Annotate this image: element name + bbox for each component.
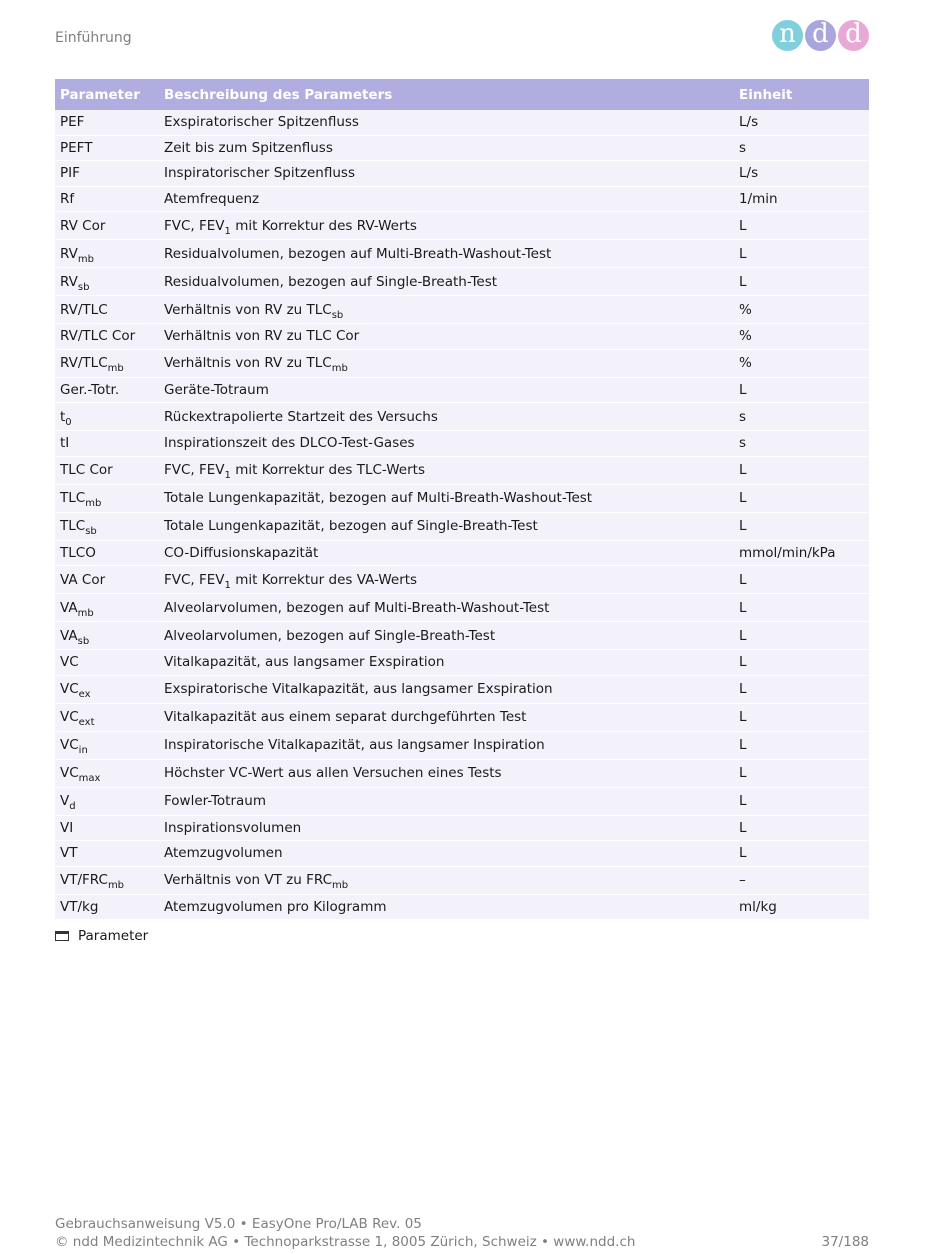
description-cell	[159, 484, 734, 512]
cell-text: Verhältnis von RV zu TLC	[164, 301, 332, 318]
description-cell	[159, 731, 734, 759]
cell-text: RV/TLC	[60, 301, 108, 318]
cell-text: L	[739, 845, 747, 862]
cell-text: FVC, FEV	[164, 462, 225, 478]
subscript: sb	[85, 526, 97, 537]
parameter-cell	[55, 703, 159, 731]
cell-text: VC	[60, 681, 79, 697]
subscript: max	[78, 773, 101, 784]
unit-cell	[734, 484, 869, 512]
parameter-cell	[55, 161, 159, 187]
footer-company-info: © ndd Medizintechnik AG • Technoparkstrasse 1, 8005 Zürich, Schweiz • www.ndd.ch	[55, 1234, 636, 1250]
cell-text: L	[739, 245, 747, 262]
cell-text: V	[60, 793, 70, 809]
cell-text: L	[739, 273, 747, 290]
cell-text: L	[739, 709, 747, 725]
cell-text: RV	[60, 245, 78, 262]
cell-text: L/s	[739, 114, 759, 131]
unit-cell	[734, 377, 869, 403]
subscript: mb	[85, 498, 102, 509]
cell-text: Residualvolumen, bezogen auf Multi-Breath-Washout-Test	[164, 245, 552, 262]
cell-text: L	[739, 819, 747, 836]
parameter-cell	[55, 349, 159, 377]
caption-text: Parameter	[78, 928, 149, 944]
description-cell	[159, 110, 734, 135]
cell-text: FVC, FEV	[164, 571, 225, 588]
cell-text: Totale Lungenkapazität, bezogen auf Multi-Breath-Washout-Test	[164, 490, 593, 506]
unit-cell	[734, 324, 869, 350]
cell-text: 1/min	[739, 190, 778, 207]
unit-cell	[734, 349, 869, 377]
parameter-cell	[55, 240, 159, 268]
cell-text: Ger.-Totr.	[60, 381, 120, 398]
cell-text: VC	[60, 709, 79, 725]
table-row	[55, 135, 869, 161]
parameter-cell	[55, 759, 159, 787]
description-cell	[159, 841, 734, 867]
cell-text: L	[739, 654, 747, 671]
column-header-parameter: Parameter	[55, 79, 159, 110]
parameter-cell	[55, 212, 159, 240]
page-footer	[55, 1215, 869, 1251]
logo-letter-d2: d	[838, 20, 869, 51]
description-cell	[159, 135, 734, 161]
parameter-cell	[55, 815, 159, 841]
cell-text: RV	[60, 273, 78, 290]
subscript: 1	[224, 225, 231, 237]
cell-text: VA	[60, 599, 78, 616]
parameter-cell	[55, 594, 159, 622]
unit-cell	[734, 186, 869, 212]
description-cell	[159, 268, 734, 296]
table-row	[55, 594, 869, 622]
cell-text: Rf	[60, 190, 75, 207]
cell-text: CO-Diffusionskapazität	[164, 544, 319, 561]
table-row	[55, 212, 869, 240]
description-cell	[159, 186, 734, 212]
description-cell	[159, 759, 734, 787]
cell-text: Inspiratorische Vitalkapazität, aus langsamer Inspiration	[164, 737, 545, 753]
cell-text: L	[739, 462, 747, 478]
description-cell	[159, 675, 734, 703]
footer-document-info: Gebrauchsanweisung V5.0 • EasyOne Pro/LAB Rev. 05	[55, 1216, 422, 1232]
cell-text: Inspirationszeit des DLCO-Test-Gases	[164, 435, 415, 452]
description-cell	[159, 894, 734, 920]
cell-text: VI	[60, 819, 74, 836]
cell-text: Vitalkapazität aus einem separat durchgeführten Test	[164, 709, 527, 725]
cell-text: VT	[60, 845, 78, 862]
cell-text: Inspirationsvolumen	[164, 819, 302, 836]
cell-text: L	[739, 681, 747, 697]
subscript: mb	[331, 363, 348, 374]
cell-text: tI	[60, 435, 70, 452]
description-cell	[159, 787, 734, 815]
parameter-cell	[55, 296, 159, 324]
unit-cell	[734, 161, 869, 187]
table-row	[55, 296, 869, 324]
table-row	[55, 622, 869, 650]
parameter-cell	[55, 650, 159, 676]
parameter-cell	[55, 186, 159, 212]
description-cell	[159, 650, 734, 676]
unit-cell	[734, 894, 869, 920]
description-cell	[159, 403, 734, 431]
parameter-cell	[55, 456, 159, 484]
unit-cell	[734, 815, 869, 841]
table-row	[55, 787, 869, 815]
description-cell	[159, 324, 734, 350]
parameter-cell	[55, 110, 159, 135]
parameter-cell	[55, 841, 159, 867]
cell-text: Residualvolumen, bezogen auf Single-Breath-Test	[164, 273, 498, 290]
parameter-cell	[55, 268, 159, 296]
unit-cell	[734, 403, 869, 431]
description-cell	[159, 512, 734, 540]
cell-text: L	[739, 518, 747, 534]
unit-cell	[734, 594, 869, 622]
table-row	[55, 431, 869, 457]
cell-text: Exspiratorische Vitalkapazität, aus langsamer Exspiration	[164, 681, 553, 697]
cell-text: Alveolarvolumen, bezogen auf Multi-Breath-Washout-Test	[164, 599, 550, 616]
unit-cell	[734, 650, 869, 676]
cell-text: TLCO	[60, 544, 96, 561]
cell-text: Atemzugvolumen	[164, 845, 283, 862]
table-row	[55, 675, 869, 703]
description-cell	[159, 377, 734, 403]
table-row	[55, 703, 869, 731]
table-row	[55, 403, 869, 431]
cell-text: mit Korrektur des RV-Werts	[230, 217, 417, 234]
cell-text: –	[739, 872, 746, 888]
table-row	[55, 484, 869, 512]
column-header-unit: Einheit	[734, 79, 869, 110]
table-row	[55, 866, 869, 894]
cell-text: %	[739, 355, 752, 371]
table-header-row	[55, 79, 869, 110]
parameter-cell	[55, 787, 159, 815]
parameter-cell	[55, 135, 159, 161]
table-caption	[55, 928, 148, 944]
cell-text: mit Korrektur des TLC-Werts	[230, 462, 425, 478]
subscript: mb	[107, 880, 125, 891]
description-cell	[159, 622, 734, 650]
cell-text: RV/TLC Cor	[60, 328, 136, 345]
unit-cell	[734, 540, 869, 566]
cell-text: TLC	[60, 490, 86, 506]
cell-text: VA	[60, 627, 78, 644]
cell-text: VT/FRC	[60, 872, 108, 888]
description-cell	[159, 240, 734, 268]
description-cell	[159, 431, 734, 457]
cell-text: RV/TLC	[60, 355, 108, 371]
table-row	[55, 268, 869, 296]
cell-text: PIF	[60, 165, 80, 182]
cell-text: L	[739, 793, 747, 809]
cell-text: TLC Cor	[60, 462, 113, 478]
cell-text: Geräte-Totraum	[164, 381, 269, 398]
cell-text: VA Cor	[60, 571, 106, 588]
cell-text: L	[739, 217, 747, 234]
unit-cell	[734, 841, 869, 867]
parameter-cell	[55, 731, 159, 759]
unit-cell	[734, 787, 869, 815]
table-row	[55, 540, 869, 566]
table-row	[55, 324, 869, 350]
parameter-cell	[55, 566, 159, 594]
unit-cell	[734, 731, 869, 759]
description-cell	[159, 594, 734, 622]
parameter-cell	[55, 894, 159, 920]
subscript: d	[69, 801, 76, 812]
subscript: in	[78, 745, 88, 756]
cell-text: Totale Lungenkapazität, bezogen auf Single-Breath-Test	[164, 518, 538, 534]
description-cell	[159, 456, 734, 484]
table-row	[55, 456, 869, 484]
parameter-cell	[55, 540, 159, 566]
subscript: sb	[77, 635, 90, 647]
cell-text: L	[739, 765, 747, 781]
parameter-cell	[55, 403, 159, 431]
unit-cell	[734, 431, 869, 457]
cell-text: Exspiratorischer Spitzenfluss	[164, 114, 359, 131]
cell-text: L	[739, 571, 747, 588]
subscript: mb	[77, 253, 94, 265]
logo-letter-n: n	[772, 20, 803, 51]
cell-text: t	[60, 408, 66, 425]
description-cell	[159, 815, 734, 841]
cell-text: %	[739, 328, 752, 345]
cell-text: Alveolarvolumen, bezogen auf Single-Breath-Test	[164, 627, 496, 644]
unit-cell	[734, 240, 869, 268]
unit-cell	[734, 866, 869, 894]
subscript: 1	[224, 470, 231, 481]
parameter-cell	[55, 512, 159, 540]
cell-text: L/s	[739, 165, 759, 182]
subscript: ext	[78, 717, 95, 728]
subscript: sb	[77, 281, 90, 293]
unit-cell	[734, 512, 869, 540]
cell-text: Verhältnis von RV zu TLC	[164, 355, 332, 371]
cell-text: VT/kg	[60, 898, 99, 915]
cell-text: s	[739, 408, 747, 425]
cell-text: Verhältnis von RV zu TLC Cor	[164, 328, 360, 345]
table-row	[55, 161, 869, 187]
cell-text: PEFT	[60, 139, 93, 156]
unit-cell	[734, 135, 869, 161]
cell-text: Atemfrequenz	[164, 190, 260, 207]
cell-text: L	[739, 627, 747, 644]
parameter-cell	[55, 431, 159, 457]
parameter-cell	[55, 484, 159, 512]
subscript: ex	[78, 689, 91, 700]
unit-cell	[734, 456, 869, 484]
cell-text: Vitalkapazität, aus langsamer Exspiration	[164, 654, 445, 671]
parameter-cell	[55, 324, 159, 350]
cell-text: Höchster VC-Wert aus allen Versuchen eines Tests	[164, 765, 502, 781]
cell-text: ml/kg	[739, 898, 777, 915]
cell-text: s	[739, 435, 747, 452]
cell-text: FVC, FEV	[164, 217, 225, 234]
subscript: 0	[65, 416, 72, 428]
table-row	[55, 512, 869, 540]
subscript: sb	[331, 309, 344, 321]
cell-text: RV Cor	[60, 217, 106, 234]
description-cell	[159, 540, 734, 566]
cell-text: %	[739, 301, 752, 318]
table-body	[55, 110, 869, 920]
cell-text: PEF	[60, 114, 85, 131]
table-row	[55, 110, 869, 135]
description-cell	[159, 566, 734, 594]
description-cell	[159, 212, 734, 240]
ndd-logo	[772, 20, 872, 54]
unit-cell	[734, 268, 869, 296]
parameter-cell	[55, 675, 159, 703]
unit-cell	[734, 566, 869, 594]
description-cell	[159, 866, 734, 894]
table-row	[55, 566, 869, 594]
parameter-cell	[55, 866, 159, 894]
cell-text: VC	[60, 765, 79, 781]
subscript: mb	[77, 607, 94, 619]
column-header-description: Beschreibung des Parameters	[159, 79, 734, 110]
table-row	[55, 240, 869, 268]
unit-cell	[734, 759, 869, 787]
parameter-cell	[55, 377, 159, 403]
table-row	[55, 894, 869, 920]
cell-text: Rückextrapolierte Startzeit des Versuchs	[164, 408, 438, 425]
description-cell	[159, 703, 734, 731]
page-number: 37/188	[821, 1234, 869, 1250]
table-row	[55, 349, 869, 377]
table-row	[55, 186, 869, 212]
table-row	[55, 759, 869, 787]
table-icon	[55, 931, 69, 941]
cell-text: L	[739, 381, 747, 398]
subscript: mb	[107, 363, 124, 374]
unit-cell	[734, 622, 869, 650]
cell-text: L	[739, 737, 747, 753]
table-row	[55, 377, 869, 403]
table-row	[55, 815, 869, 841]
cell-text: VC	[60, 737, 79, 753]
unit-cell	[734, 703, 869, 731]
logo-letter-d: d	[805, 20, 836, 51]
cell-text: TLC	[60, 518, 86, 534]
table-row	[55, 841, 869, 867]
cell-text: Zeit bis zum Spitzenfluss	[164, 139, 333, 156]
table-row	[55, 731, 869, 759]
subscript: 1	[224, 579, 231, 591]
cell-text: L	[739, 490, 747, 506]
section-title: Einführung	[55, 30, 132, 46]
cell-text: Atemzugvolumen pro Kilogramm	[164, 898, 387, 915]
cell-text: Inspiratorischer Spitzenfluss	[164, 165, 355, 182]
subscript: mb	[332, 880, 349, 891]
table-row	[55, 650, 869, 676]
unit-cell	[734, 110, 869, 135]
unit-cell	[734, 212, 869, 240]
cell-text: mit Korrektur des VA-Werts	[230, 571, 418, 588]
cell-text: mmol/min/kPa	[739, 544, 836, 561]
description-cell	[159, 349, 734, 377]
unit-cell	[734, 296, 869, 324]
unit-cell	[734, 675, 869, 703]
cell-text: VC	[60, 654, 79, 671]
description-cell	[159, 296, 734, 324]
parameter-cell	[55, 622, 159, 650]
cell-text: s	[739, 139, 747, 156]
cell-text: Fowler-Totraum	[164, 793, 266, 809]
parameter-table	[55, 79, 869, 920]
description-cell	[159, 161, 734, 187]
cell-text: Verhältnis von VT zu FRC	[164, 872, 333, 888]
cell-text: L	[739, 599, 747, 616]
